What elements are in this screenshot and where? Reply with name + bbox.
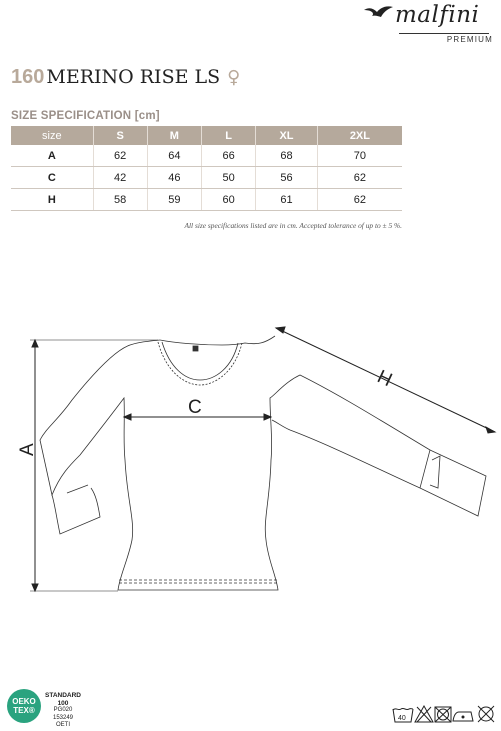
wash-40-icon — [393, 708, 413, 722]
oeko-tex-logo-icon — [7, 689, 41, 723]
table-row — [11, 167, 402, 189]
bird-icon — [363, 4, 397, 26]
table-row — [11, 145, 402, 167]
oeko-code: PG020 153249 — [52, 707, 74, 721]
table-cell: 58 — [93, 189, 147, 211]
table-cell: 66 — [201, 145, 255, 167]
wash-temp: 40 — [398, 715, 406, 722]
row-label: H — [11, 189, 93, 211]
label-h: H — [373, 366, 396, 392]
product-number: 160 — [11, 66, 45, 88]
no-dryclean-icon — [478, 706, 494, 722]
table-header-cell: M — [147, 126, 201, 145]
oeko-standard: STANDARD — [45, 692, 81, 699]
label-a: A — [17, 443, 38, 456]
table-cell: 70 — [317, 145, 402, 167]
row-label: A — [11, 145, 93, 167]
table-cell: 62 — [317, 167, 402, 189]
table-header-cell: L — [201, 126, 255, 145]
table-header-row — [11, 126, 402, 145]
measure-arrow-a-icon — [30, 340, 158, 591]
row-label: C — [11, 167, 93, 189]
iron-icon — [453, 712, 473, 721]
table-cell: 68 — [256, 145, 318, 167]
oeko-institute: OETI — [55, 722, 70, 728]
table-cell: 62 — [93, 145, 147, 167]
table-cell: 60 — [201, 189, 255, 211]
shirt-outline-icon — [40, 336, 486, 590]
no-bleach-icon — [415, 706, 433, 722]
logo-divider — [399, 33, 489, 34]
size-table — [11, 126, 402, 211]
product-name: MERINO RISE LS — [46, 66, 221, 88]
table-cell: 50 — [201, 167, 255, 189]
brand-logo — [363, 2, 493, 46]
table-header-cell: 2XL — [317, 126, 402, 145]
oeko-line1: OEKO — [12, 697, 36, 706]
oeko-line2: TEX® — [13, 706, 35, 715]
brand-tagline: PREMIUM — [446, 35, 493, 44]
tumble-dry-icon — [435, 707, 451, 722]
table-row — [11, 189, 402, 211]
care-symbols — [392, 702, 496, 724]
table-cell: 62 — [317, 189, 402, 211]
table-cell: 46 — [147, 167, 201, 189]
oeko-tex-text — [43, 692, 83, 730]
brand-name: malfini — [395, 2, 480, 28]
shirt-drawing — [0, 318, 501, 608]
table-cell: 56 — [256, 167, 318, 189]
spec-heading: SIZE SPECIFICATION [cm] — [11, 110, 160, 122]
table-cell: 64 — [147, 145, 201, 167]
table-header-cell: S — [93, 126, 147, 145]
table-header-cell: XL — [256, 126, 318, 145]
table-cell: 42 — [93, 167, 147, 189]
female-icon: ♀ — [227, 67, 241, 88]
table-header-cell: size — [11, 126, 93, 145]
label-c: C — [188, 397, 202, 418]
product-title — [11, 66, 240, 89]
table-cell: 59 — [147, 189, 201, 211]
tolerance-note: All size specifications listed are in cm. Accepted tolerance of up to ± 5 %. — [184, 221, 402, 230]
table-cell: 61 — [256, 189, 318, 211]
oeko-standard-num: 100 — [57, 699, 69, 707]
